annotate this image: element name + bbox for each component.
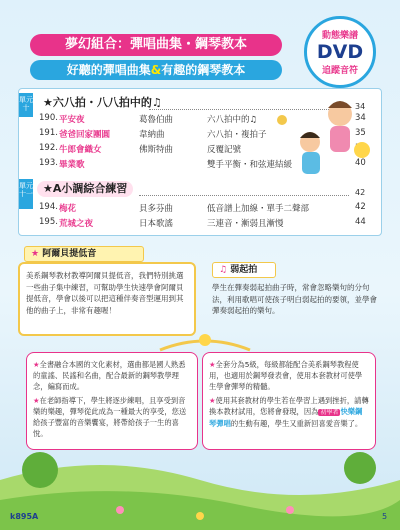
toc-num: 193. — [39, 158, 58, 168]
toc-skill: 三連音・漸弱且漸慢 — [207, 219, 284, 229]
banner-title-2a: 好聽的彈唱曲集 — [66, 63, 151, 77]
dvd-badge — [304, 16, 376, 88]
feature-text: 在老師指導下，學生將逐步練唱，且享受到音樂的樂趣，彈琴從此成為一種最大的享受，您送給孩子豐富的音樂饗宴，將帶給孩子一生的喜悅。 — [33, 396, 187, 438]
toc-num: 191. — [39, 128, 58, 138]
dvd-bottom-label: 追蹤音符 — [321, 66, 358, 76]
toc-skill: 六八拍中的♫ — [207, 115, 258, 125]
alberti-title-text: 阿爾貝提低音 — [42, 249, 97, 259]
toc-num: 190. — [39, 113, 58, 123]
section-1-page: 34 — [355, 102, 366, 111]
page-number: 5 — [382, 512, 388, 521]
dvd-top-label: 動態樂譜 — [321, 31, 358, 41]
feature-text: 全套分為5級，每級都能配合美系鋼琴教程使用，也適用於鋼琴發表會，使用本套教材可使學生學會彈琴的精髓。 — [209, 360, 363, 391]
toc-composer: 佛斯特曲 — [139, 145, 174, 155]
star-icon: ★ — [31, 249, 40, 259]
feature-text: 全書融合本國的文化素材，選曲都是國人熟悉的童謠、民謠和名曲，配合最新的鋼琴教學理念，編寫而成。 — [33, 360, 186, 391]
kids-illustration — [262, 90, 372, 210]
moon-decoration — [150, 330, 260, 354]
section-title-1: ★六八拍・八八拍中的♫ — [43, 96, 162, 109]
banner-title-2b: 有趣的鋼琴教本 — [161, 63, 246, 77]
toc-page: 35 — [355, 128, 366, 138]
toc-page: 34 — [355, 113, 366, 123]
page-code: k895A — [10, 512, 39, 521]
toc-skill: 反覆記號 — [207, 145, 242, 155]
toc-row[interactable] — [39, 217, 379, 231]
toc-composer: 葛魯伯曲 — [139, 115, 174, 125]
feature-highlight: 快樂鋼琴彈唱 — [209, 407, 363, 428]
toc-skill: 雙手平衡・和弦連結緩 — [207, 160, 293, 170]
beginner-badge: 初學者 — [320, 409, 339, 416]
feature-text: 使用其套教材的學生若在學習上遇到挫折，請轉換本教材試用，您將會發現，因為 — [209, 396, 369, 416]
note-icon: ♫ — [219, 265, 228, 275]
unit-tag-1: 單元十 — [19, 93, 33, 117]
ground-illustration — [0, 420, 400, 530]
section-title-2: ★A小調綜合練習 — [37, 181, 133, 197]
pickup-body: 學生在彈奏弱起拍曲子時，常會忽略樂句的分句法，利用歌唱可使孩子明白弱起拍的要領，並學會彈奏弱起拍的樂句。 — [212, 283, 377, 315]
toc-skill: 六八拍・複拍子 — [207, 130, 267, 140]
toc-song: 平安夜 — [59, 115, 85, 125]
pickup-title — [212, 262, 276, 278]
toc-song: 梅花 — [59, 204, 77, 214]
banner-title-1: 夢幻組合：彈唱曲集・鋼琴教本 — [30, 34, 282, 56]
toc-song: 荒城之夜 — [59, 219, 94, 229]
alberti-title — [24, 246, 144, 262]
toc-composer: 貝多芬曲 — [139, 204, 174, 214]
star-icon: ★ — [33, 396, 40, 405]
star-icon: ★ — [209, 360, 216, 369]
toc-num: 194. — [39, 202, 58, 212]
dvd-label: DVD — [316, 41, 364, 63]
toc-song: 爸爸回家團圓 — [59, 130, 111, 140]
toc-composer: 韋納曲 — [139, 130, 165, 140]
toc-page: 40 — [355, 158, 366, 168]
toc-num: 195. — [39, 217, 58, 227]
alberti-box — [18, 262, 196, 336]
banner-title-2 — [30, 60, 282, 80]
toc-skill: 低音譜上加線・單手二聲部 — [207, 204, 310, 214]
section-2-page: 42 — [355, 188, 366, 197]
feature-text: 的生動有趣，學生又重新回喜愛音樂了。 — [230, 419, 363, 428]
star-icon: ★ — [209, 396, 216, 405]
star-icon: ★ — [33, 360, 40, 369]
ampersand: & — [150, 63, 162, 77]
toc-num: 192. — [39, 143, 58, 153]
toc-song: 畢業歌 — [59, 160, 85, 170]
alberti-body: 美系鋼琴教材教導阿爾貝提低音，我們特別挑選一些曲子集中練習，可幫助學生快速學會阿爾貝提低音，學會以後可以把這種伴奏音型運用到其他的曲子上，非常有趣喔！ — [26, 271, 184, 315]
toc-page: 44 — [355, 217, 366, 227]
toc-song: 牛郎會織女 — [59, 145, 102, 155]
pickup-title-text: 弱起拍 — [230, 265, 258, 275]
toc-page: 42 — [355, 202, 366, 212]
toc-composer: 日本歌謠 — [139, 219, 174, 229]
unit-tag-2: 單元十一 — [19, 179, 33, 209]
